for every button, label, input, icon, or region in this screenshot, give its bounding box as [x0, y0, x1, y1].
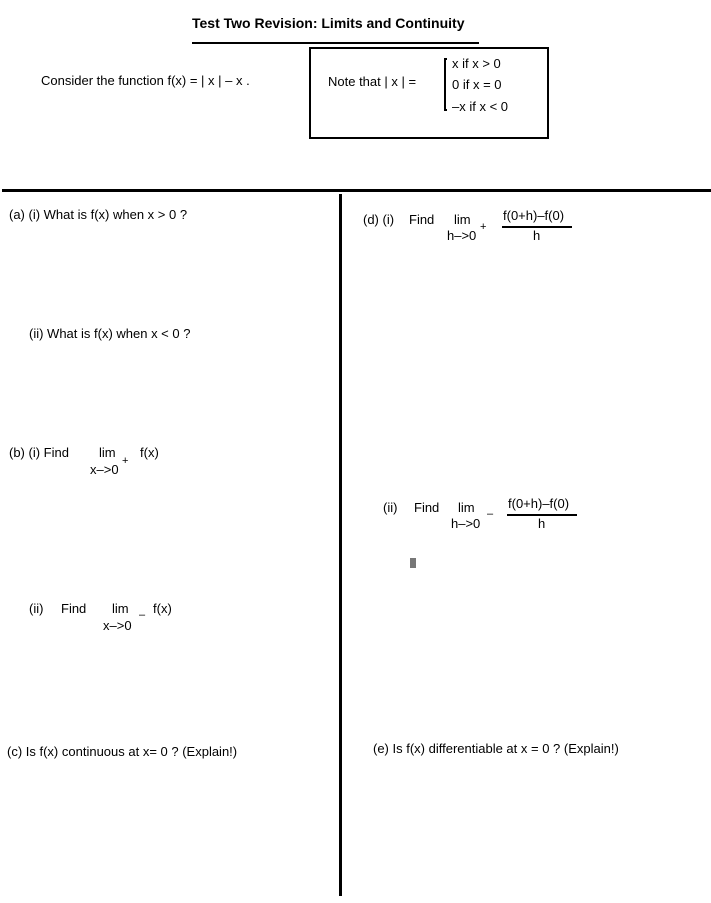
page-title: Test Two Revision: Limits and Continuity [192, 15, 465, 31]
case-positive: x if x > 0 [452, 56, 501, 71]
fraction-numerator: f(0+h)–f(0) [508, 496, 570, 511]
limit-direction: + [480, 221, 487, 233]
find-word: Find [414, 500, 440, 515]
horizontal-divider [2, 189, 711, 192]
limit-word: lim [454, 212, 471, 227]
case-zero: 0 if x = 0 [452, 77, 502, 92]
fraction-denominator: h [533, 228, 541, 243]
question-b-ii-label: (ii) [29, 601, 44, 616]
limit-subscript: x–>0 [90, 462, 119, 477]
case-negative: –x if x < 0 [452, 99, 508, 114]
limit-subscript: h–>0 [451, 516, 481, 531]
limit-direction: + [122, 455, 129, 467]
question-b-i-label: (b) (i) Find [9, 445, 69, 460]
find-word: Find [61, 601, 87, 616]
note-box [309, 47, 549, 139]
limit-word: lim [458, 500, 475, 515]
fraction-numerator: f(0+h)–f(0) [503, 208, 565, 223]
piecewise-brace [444, 58, 447, 111]
question-e: (e) Is f(x) differentiable at x = 0 ? (Explain!) [373, 741, 619, 756]
title-underline [192, 42, 479, 44]
limit-word: lim [99, 445, 116, 460]
limit-word: lim [112, 601, 129, 616]
limit-expression: f(x) [140, 445, 159, 460]
question-a-i: (a) (i) What is f(x) when x > 0 ? [9, 207, 188, 222]
function-definition: Consider the function f(x) = | x | – x . [41, 73, 250, 88]
question-d-i-label: (d) (i) [363, 212, 395, 227]
vertical-divider [339, 194, 342, 896]
limit-direction: – [139, 609, 146, 621]
fraction-denominator: h [538, 516, 546, 531]
limit-expression: f(x) [153, 601, 172, 616]
find-word: Find [409, 212, 435, 227]
limit-subscript: x–>0 [103, 618, 132, 633]
question-a-ii: (ii) What is f(x) when x < 0 ? [29, 326, 191, 341]
text-cursor [410, 558, 416, 568]
question-c: (c) Is f(x) continuous at x= 0 ? (Explain!) [7, 744, 238, 759]
question-d-ii-label: (ii) [383, 500, 398, 515]
note-label: Note that | x | = [328, 74, 417, 89]
limit-subscript: h–>0 [447, 228, 477, 243]
limit-direction: – [487, 508, 494, 520]
